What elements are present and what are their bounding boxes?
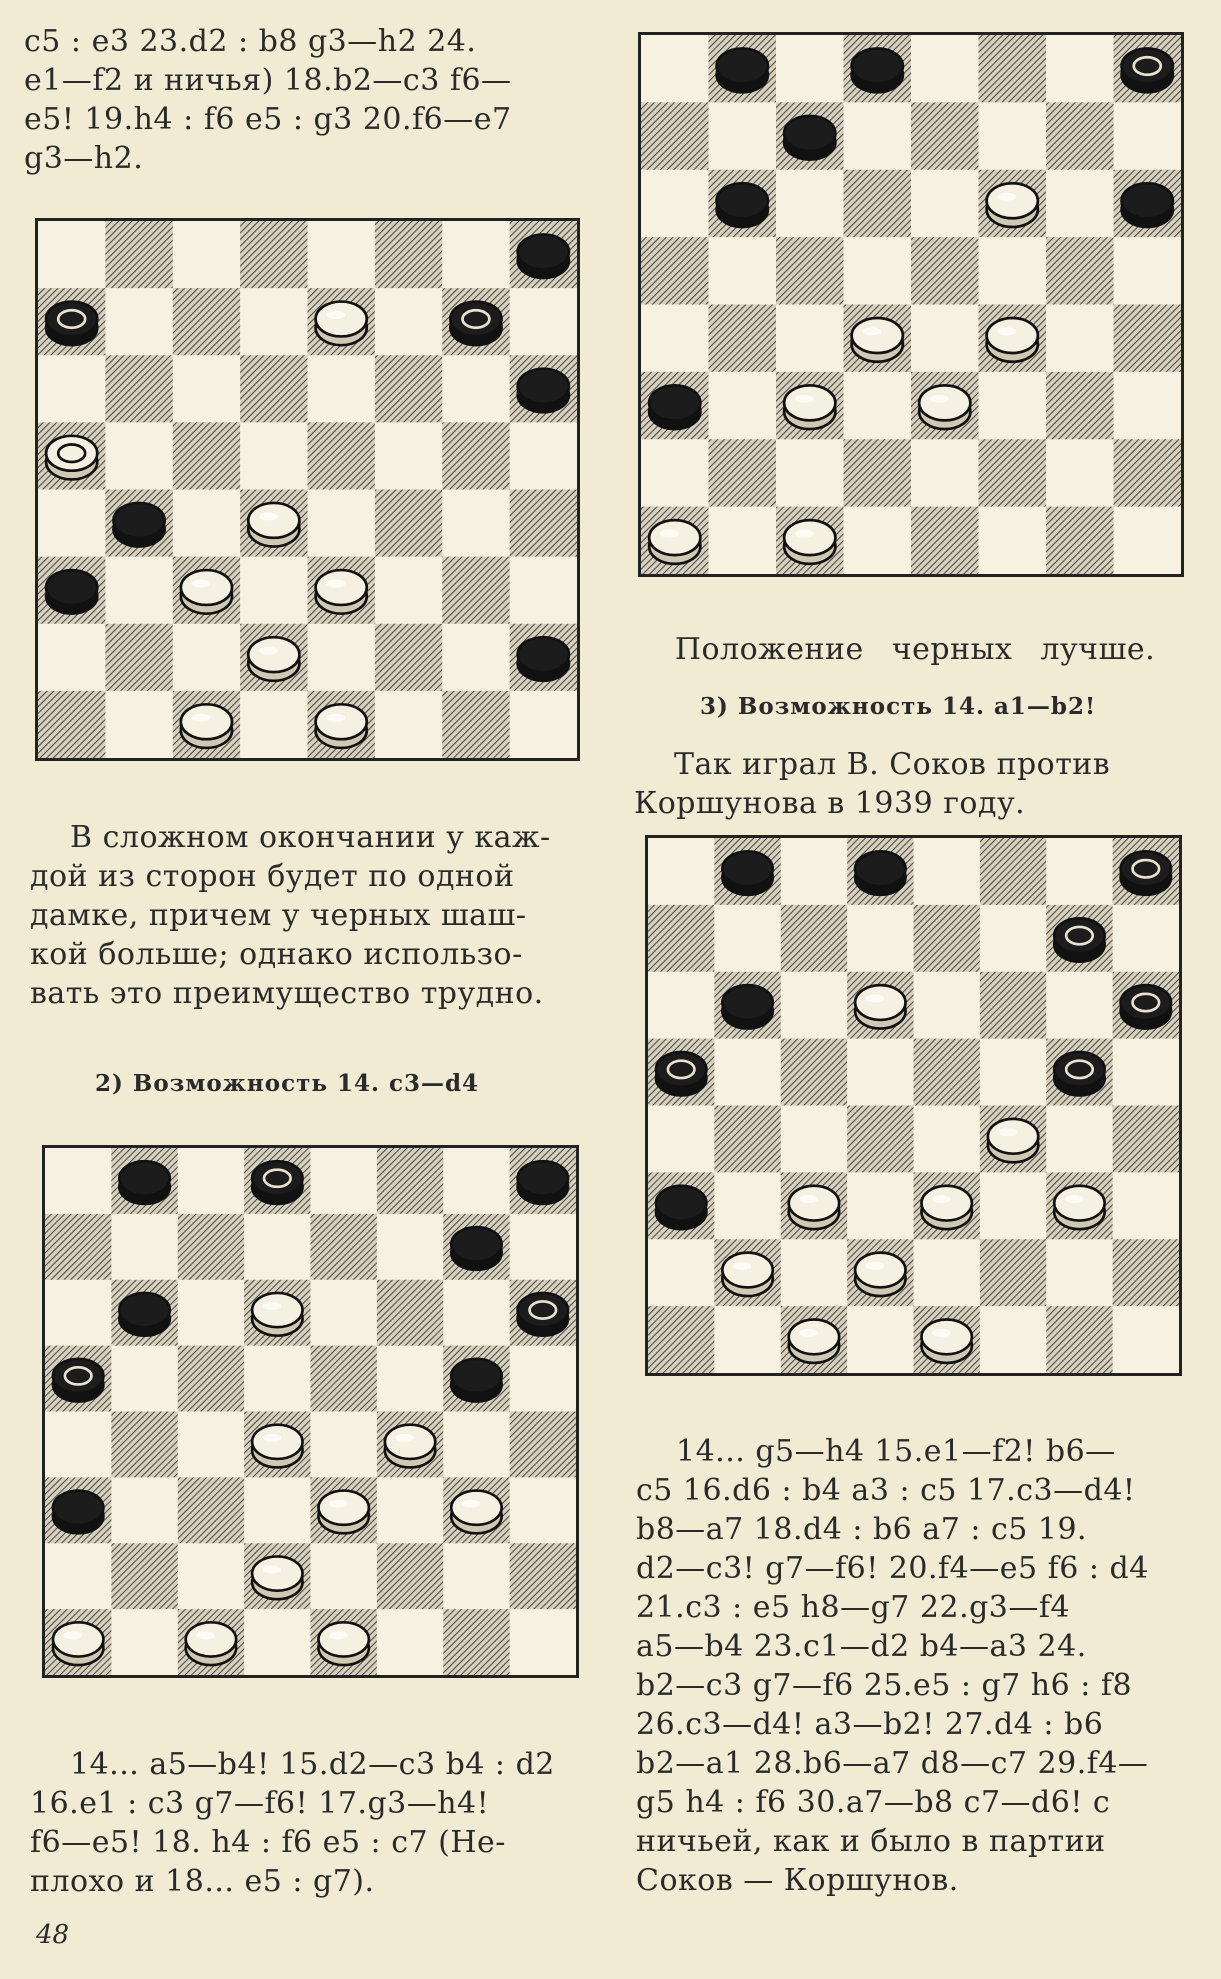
game-intro — [634, 745, 1194, 823]
white-piece-c1 — [789, 1320, 839, 1363]
dark-square — [442, 422, 509, 489]
text-line: d2—c3! g7—f6! 20.f4—e5 f6 : d4 — [636, 1551, 1149, 1586]
white-piece-c1 — [181, 704, 232, 748]
text-line: дамке, причем у черных шаш- — [30, 898, 527, 933]
dark-square — [38, 691, 105, 758]
text-line: кой больше; однако использо- — [30, 937, 523, 972]
black-piece-d8 — [855, 851, 905, 894]
dark-square — [178, 1346, 244, 1412]
dark-square — [648, 1306, 714, 1373]
white-piece-f6 — [987, 183, 1038, 227]
white-piece-e3 — [919, 385, 970, 429]
white-piece-c1 — [186, 1622, 236, 1665]
white-piece-e1 — [318, 1622, 368, 1665]
black-piece-a3 — [656, 1186, 706, 1229]
white-piece-d6 — [252, 1293, 302, 1336]
white-piece-c3 — [789, 1186, 839, 1229]
dark-square — [641, 237, 709, 304]
dark-square — [442, 557, 509, 624]
board-1-diagram — [38, 221, 577, 758]
dark-square — [714, 1106, 780, 1173]
text-line: g3—h2. — [24, 141, 144, 176]
text-line: 26.c3—d4! a3—b2! 27.d4 : b6 — [636, 1707, 1104, 1742]
white-piece-d2 — [252, 1556, 302, 1599]
dark-square — [311, 1214, 377, 1280]
white-piece-e3 — [316, 570, 367, 614]
text-line: c5 16.d6 : b4 a3 : c5 17.c3—d4! — [636, 1473, 1136, 1508]
white-piece-e1 — [921, 1320, 971, 1363]
dark-square — [105, 624, 172, 691]
dark-square — [308, 422, 375, 489]
dark-square — [111, 1412, 177, 1478]
text-line: g5 h4 : f6 30.a7—b8 c7—d6! с — [636, 1785, 1111, 1820]
black-king-a5 — [53, 1359, 103, 1402]
dark-square — [510, 1543, 576, 1609]
dark-square — [1046, 237, 1114, 304]
black-piece-b8 — [119, 1161, 169, 1204]
dark-square — [442, 691, 509, 758]
black-piece-b8 — [717, 48, 768, 92]
black-piece-d8 — [852, 48, 903, 92]
text-line: 14... a5—b4! 15.d2—c3 b4 : d2 — [70, 1747, 555, 1782]
white-piece-d2 — [248, 637, 299, 681]
checkers-board-1 — [35, 218, 580, 761]
black-piece-h8 — [518, 234, 569, 278]
dark-square — [240, 355, 307, 422]
dark-square — [375, 624, 442, 691]
text-line: ничьей, как и было в партии — [636, 1824, 1106, 1859]
dark-square — [709, 439, 777, 506]
black-piece-h6 — [518, 369, 569, 413]
black-king-h8 — [1121, 851, 1171, 894]
white-piece-e3 — [921, 1186, 971, 1229]
dark-square — [1046, 507, 1114, 574]
dark-square — [911, 102, 979, 169]
white-piece-a1 — [53, 1622, 103, 1665]
dark-square — [844, 170, 912, 237]
dark-square — [240, 221, 307, 288]
black-piece-h8 — [518, 1161, 568, 1204]
black-king-h6 — [1121, 985, 1171, 1028]
black-piece-b4 — [113, 503, 164, 547]
dark-square — [443, 1609, 509, 1675]
black-piece-b6 — [119, 1293, 169, 1336]
dark-square — [914, 905, 980, 972]
dark-square — [709, 305, 777, 372]
dark-square — [980, 838, 1046, 905]
dark-square — [914, 1039, 980, 1106]
dark-square — [781, 1039, 847, 1106]
black-king-a5 — [656, 1052, 706, 1095]
checkers-board-4 — [645, 835, 1182, 1376]
dark-square — [648, 905, 714, 972]
dark-square — [980, 1239, 1046, 1306]
white-piece-g3 — [1054, 1186, 1104, 1229]
bottom-left-notation — [30, 1745, 600, 1901]
variation-3-caption: 3) Возможность 14. a1—b2! — [700, 693, 1097, 720]
text-line: 21.c3 : e5 h8—g7 22.g3—f4 — [636, 1590, 1071, 1625]
dark-square — [375, 221, 442, 288]
text-line: вать это преимущество трудно. — [30, 976, 544, 1011]
white-piece-c3 — [784, 385, 835, 429]
board-4-diagram — [648, 838, 1179, 1373]
dark-square — [911, 507, 979, 574]
dark-square — [1114, 305, 1182, 372]
page-number: 48 — [36, 1920, 70, 1950]
text-line: 16.e1 : c3 g7—f6! 17.g3—h4! — [30, 1786, 490, 1821]
white-piece-f4 — [988, 1119, 1038, 1162]
dark-square — [111, 1543, 177, 1609]
black-piece-g5 — [451, 1359, 501, 1402]
dark-square — [375, 490, 442, 557]
text-line: Соков — Коршунов. — [636, 1863, 959, 1898]
commentary-paragraph — [30, 818, 590, 1013]
black-piece-h2 — [518, 637, 569, 681]
white-piece-e1 — [316, 704, 367, 748]
dark-square — [311, 1346, 377, 1412]
dark-square — [510, 1412, 576, 1478]
dark-square — [641, 102, 709, 169]
black-king-g7 — [1054, 918, 1104, 961]
dark-square — [979, 35, 1047, 102]
text-line: b2—a1 28.b6—a7 d8—c7 29.f4— — [636, 1746, 1149, 1781]
dark-square — [1113, 1106, 1179, 1173]
dark-square — [173, 288, 240, 355]
text-line: Коршунова в 1939 году. — [634, 786, 1026, 821]
evaluation-line: Положение черных лучше. — [674, 632, 1156, 667]
black-piece-a3 — [53, 1491, 103, 1534]
text-line: b2—c3 g7—f6 25.e5 : g7 h6 : f8 — [636, 1668, 1133, 1703]
black-piece-h6 — [1122, 183, 1173, 227]
checkers-board-2 — [42, 1145, 579, 1678]
dark-square — [1114, 439, 1182, 506]
black-piece-a3 — [649, 385, 700, 429]
dark-square — [1046, 102, 1114, 169]
bottom-right-notation — [636, 1432, 1196, 1900]
dark-square — [377, 1543, 443, 1609]
dark-square — [847, 1106, 913, 1173]
dark-square — [979, 439, 1047, 506]
white-piece-d2 — [855, 1253, 905, 1296]
dark-square — [377, 1280, 443, 1346]
white-piece-f4 — [987, 318, 1038, 362]
black-piece-a3 — [46, 570, 97, 614]
dark-square — [178, 1214, 244, 1280]
white-piece-a1 — [649, 520, 700, 564]
board-2-diagram — [45, 1148, 576, 1675]
text-line: f6—e5! 18. h4 : f6 e5 : c7 (Не- — [30, 1825, 506, 1860]
text-line: c5 : e3 23.d2 : b8 g3—h2 24. — [24, 24, 477, 59]
text-line: плохо и 18... e5 : g7). — [30, 1864, 375, 1899]
dark-square — [45, 1214, 111, 1280]
dark-square — [911, 237, 979, 304]
dark-square — [776, 237, 844, 304]
dark-square — [1046, 372, 1114, 439]
white-king-a5 — [46, 436, 97, 480]
white-piece-b2 — [722, 1253, 772, 1296]
black-king-g7 — [450, 302, 501, 346]
white-piece-c1 — [784, 520, 835, 564]
text-line: дой из сторон будет по одной — [30, 859, 515, 894]
board-3-diagram — [641, 35, 1181, 574]
black-king-d8 — [252, 1161, 302, 1204]
dark-square — [173, 422, 240, 489]
text-line: e5! 19.h4 : f6 e5 : g3 20.f6—e7 — [24, 102, 512, 137]
white-piece-d4 — [852, 318, 903, 362]
white-piece-d6 — [855, 985, 905, 1028]
dark-square — [105, 221, 172, 288]
white-piece-f4 — [385, 1425, 435, 1468]
dark-square — [781, 905, 847, 972]
variation-2-caption: 2) Возможность 14. c3—d4 — [95, 1070, 480, 1097]
black-piece-b8 — [722, 851, 772, 894]
text-line: В сложном окончании у каж- — [70, 820, 551, 855]
checkers-board-3 — [638, 32, 1184, 577]
text-line: Так играл В. Соков против — [674, 747, 1111, 782]
dark-square — [105, 355, 172, 422]
dark-square — [375, 355, 442, 422]
dark-square — [178, 1477, 244, 1543]
dark-square — [980, 972, 1046, 1039]
white-piece-g3 — [451, 1491, 501, 1534]
dark-square — [844, 439, 912, 506]
white-piece-e7 — [316, 302, 367, 346]
black-king-h6 — [518, 1293, 568, 1336]
black-piece-b6 — [717, 183, 768, 227]
white-piece-c3 — [181, 570, 232, 614]
black-king-h8 — [1122, 48, 1173, 92]
text-line: a5—b4 23.c1—d2 b4—a3 24. — [636, 1629, 1087, 1664]
text-line: b8—a7 18.d4 : b6 a7 : c5 19. — [636, 1512, 1088, 1547]
dark-square — [1113, 1239, 1179, 1306]
text-line: 14... g5—h4 15.e1—f2! b6— — [676, 1434, 1116, 1469]
black-king-g5 — [1054, 1052, 1104, 1095]
white-piece-d4 — [248, 503, 299, 547]
white-piece-e3 — [318, 1491, 368, 1534]
white-piece-d4 — [252, 1425, 302, 1468]
black-king-a7 — [46, 302, 97, 346]
dark-square — [377, 1148, 443, 1214]
dark-square — [510, 490, 577, 557]
black-piece-b6 — [722, 985, 772, 1028]
text-line: e1—f2 и ничья) 18.b2—c3 f6— — [24, 63, 512, 98]
black-piece-g7 — [451, 1227, 501, 1270]
top-left-notation — [24, 22, 594, 178]
black-piece-c7 — [784, 116, 835, 160]
dark-square — [1046, 1306, 1112, 1373]
